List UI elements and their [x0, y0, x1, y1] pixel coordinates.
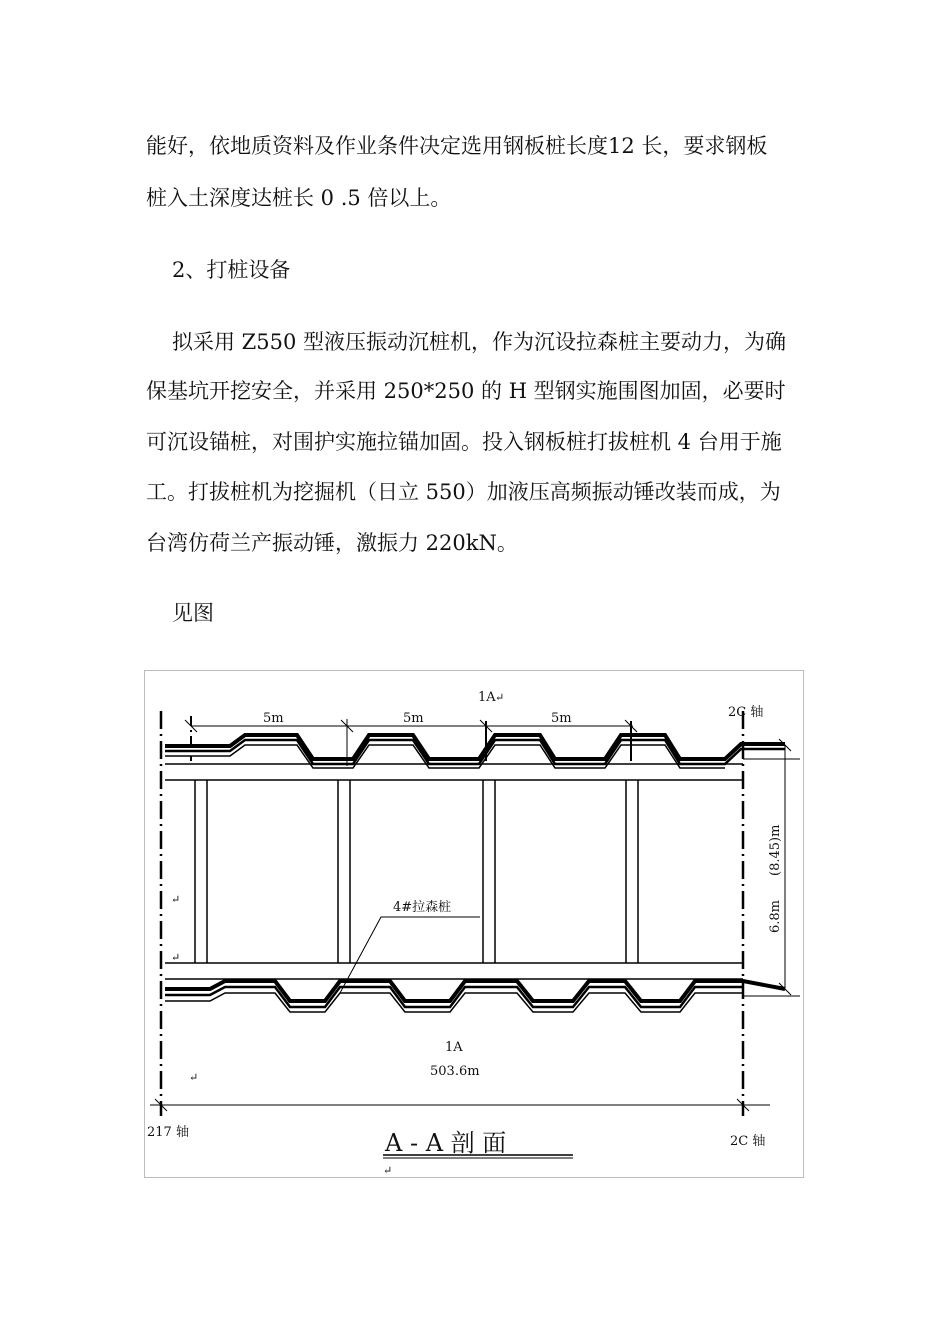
span-label: 5m	[403, 711, 424, 726]
label-top: 1A	[478, 690, 496, 705]
diagram-canvas	[145, 671, 805, 1179]
paragraph-line: 可沉设锚桩，对围护实施拉锚加固。投入钢板桩打拔桩机 4 台用于施	[146, 430, 782, 454]
sheet-pile-wall-bottom	[165, 981, 785, 1012]
return-mark: ↵	[171, 951, 181, 964]
span-label: 5m	[551, 711, 572, 726]
return-mark: ↵	[189, 1071, 199, 1084]
dimension-outer: (8.45)m	[768, 824, 783, 876]
paragraph-line: 拟采用 Z550 型液压振动沉桩机，作为沉设拉森桩主要动力，为确	[172, 330, 787, 354]
pile-label: 4#拉森桩	[393, 900, 452, 915]
internal-struts	[195, 780, 638, 963]
axis-label-bottom-right: 2C 轴	[730, 1134, 766, 1149]
axis-label-bottom-left: 217 轴	[147, 1125, 189, 1140]
span-label: 5m	[263, 711, 284, 726]
return-mark: ↵	[171, 893, 181, 906]
paragraph-line: 能好，依地质资料及作业条件决定选用钢板桩长度12 长，要求钢板	[146, 134, 768, 158]
return-mark: ↵	[383, 1164, 393, 1177]
label-bottom: 1A	[445, 1040, 463, 1055]
dimension-inner: 6.8m	[768, 899, 783, 933]
sheet-pile-wall-top	[165, 735, 785, 768]
return-mark: ↵	[495, 691, 505, 704]
paragraph-line: 桩入土深度达桩长 0 .5 倍以上。	[146, 186, 452, 210]
axis-label-top-right: 2C 轴	[728, 705, 764, 720]
paragraph-line: 保基坑开挖安全，并采用 250*250 的 H 型钢实施围图加固，必要时	[146, 379, 786, 403]
figure-caption: 见图	[172, 601, 214, 625]
length-label: 503.6m	[430, 1064, 480, 1079]
section-diagram	[144, 670, 804, 1178]
section-heading: 2、打桩设备	[172, 258, 291, 282]
paragraph-line: 工。打拔桩机为挖掘机（日立 550）加液压高频振动锤改装而成，为	[146, 480, 781, 504]
section-title: A - A 剖 面	[385, 1129, 507, 1157]
paragraph-line: 台湾仿荷兰产振动锤，激振力 220kN。	[146, 531, 518, 555]
